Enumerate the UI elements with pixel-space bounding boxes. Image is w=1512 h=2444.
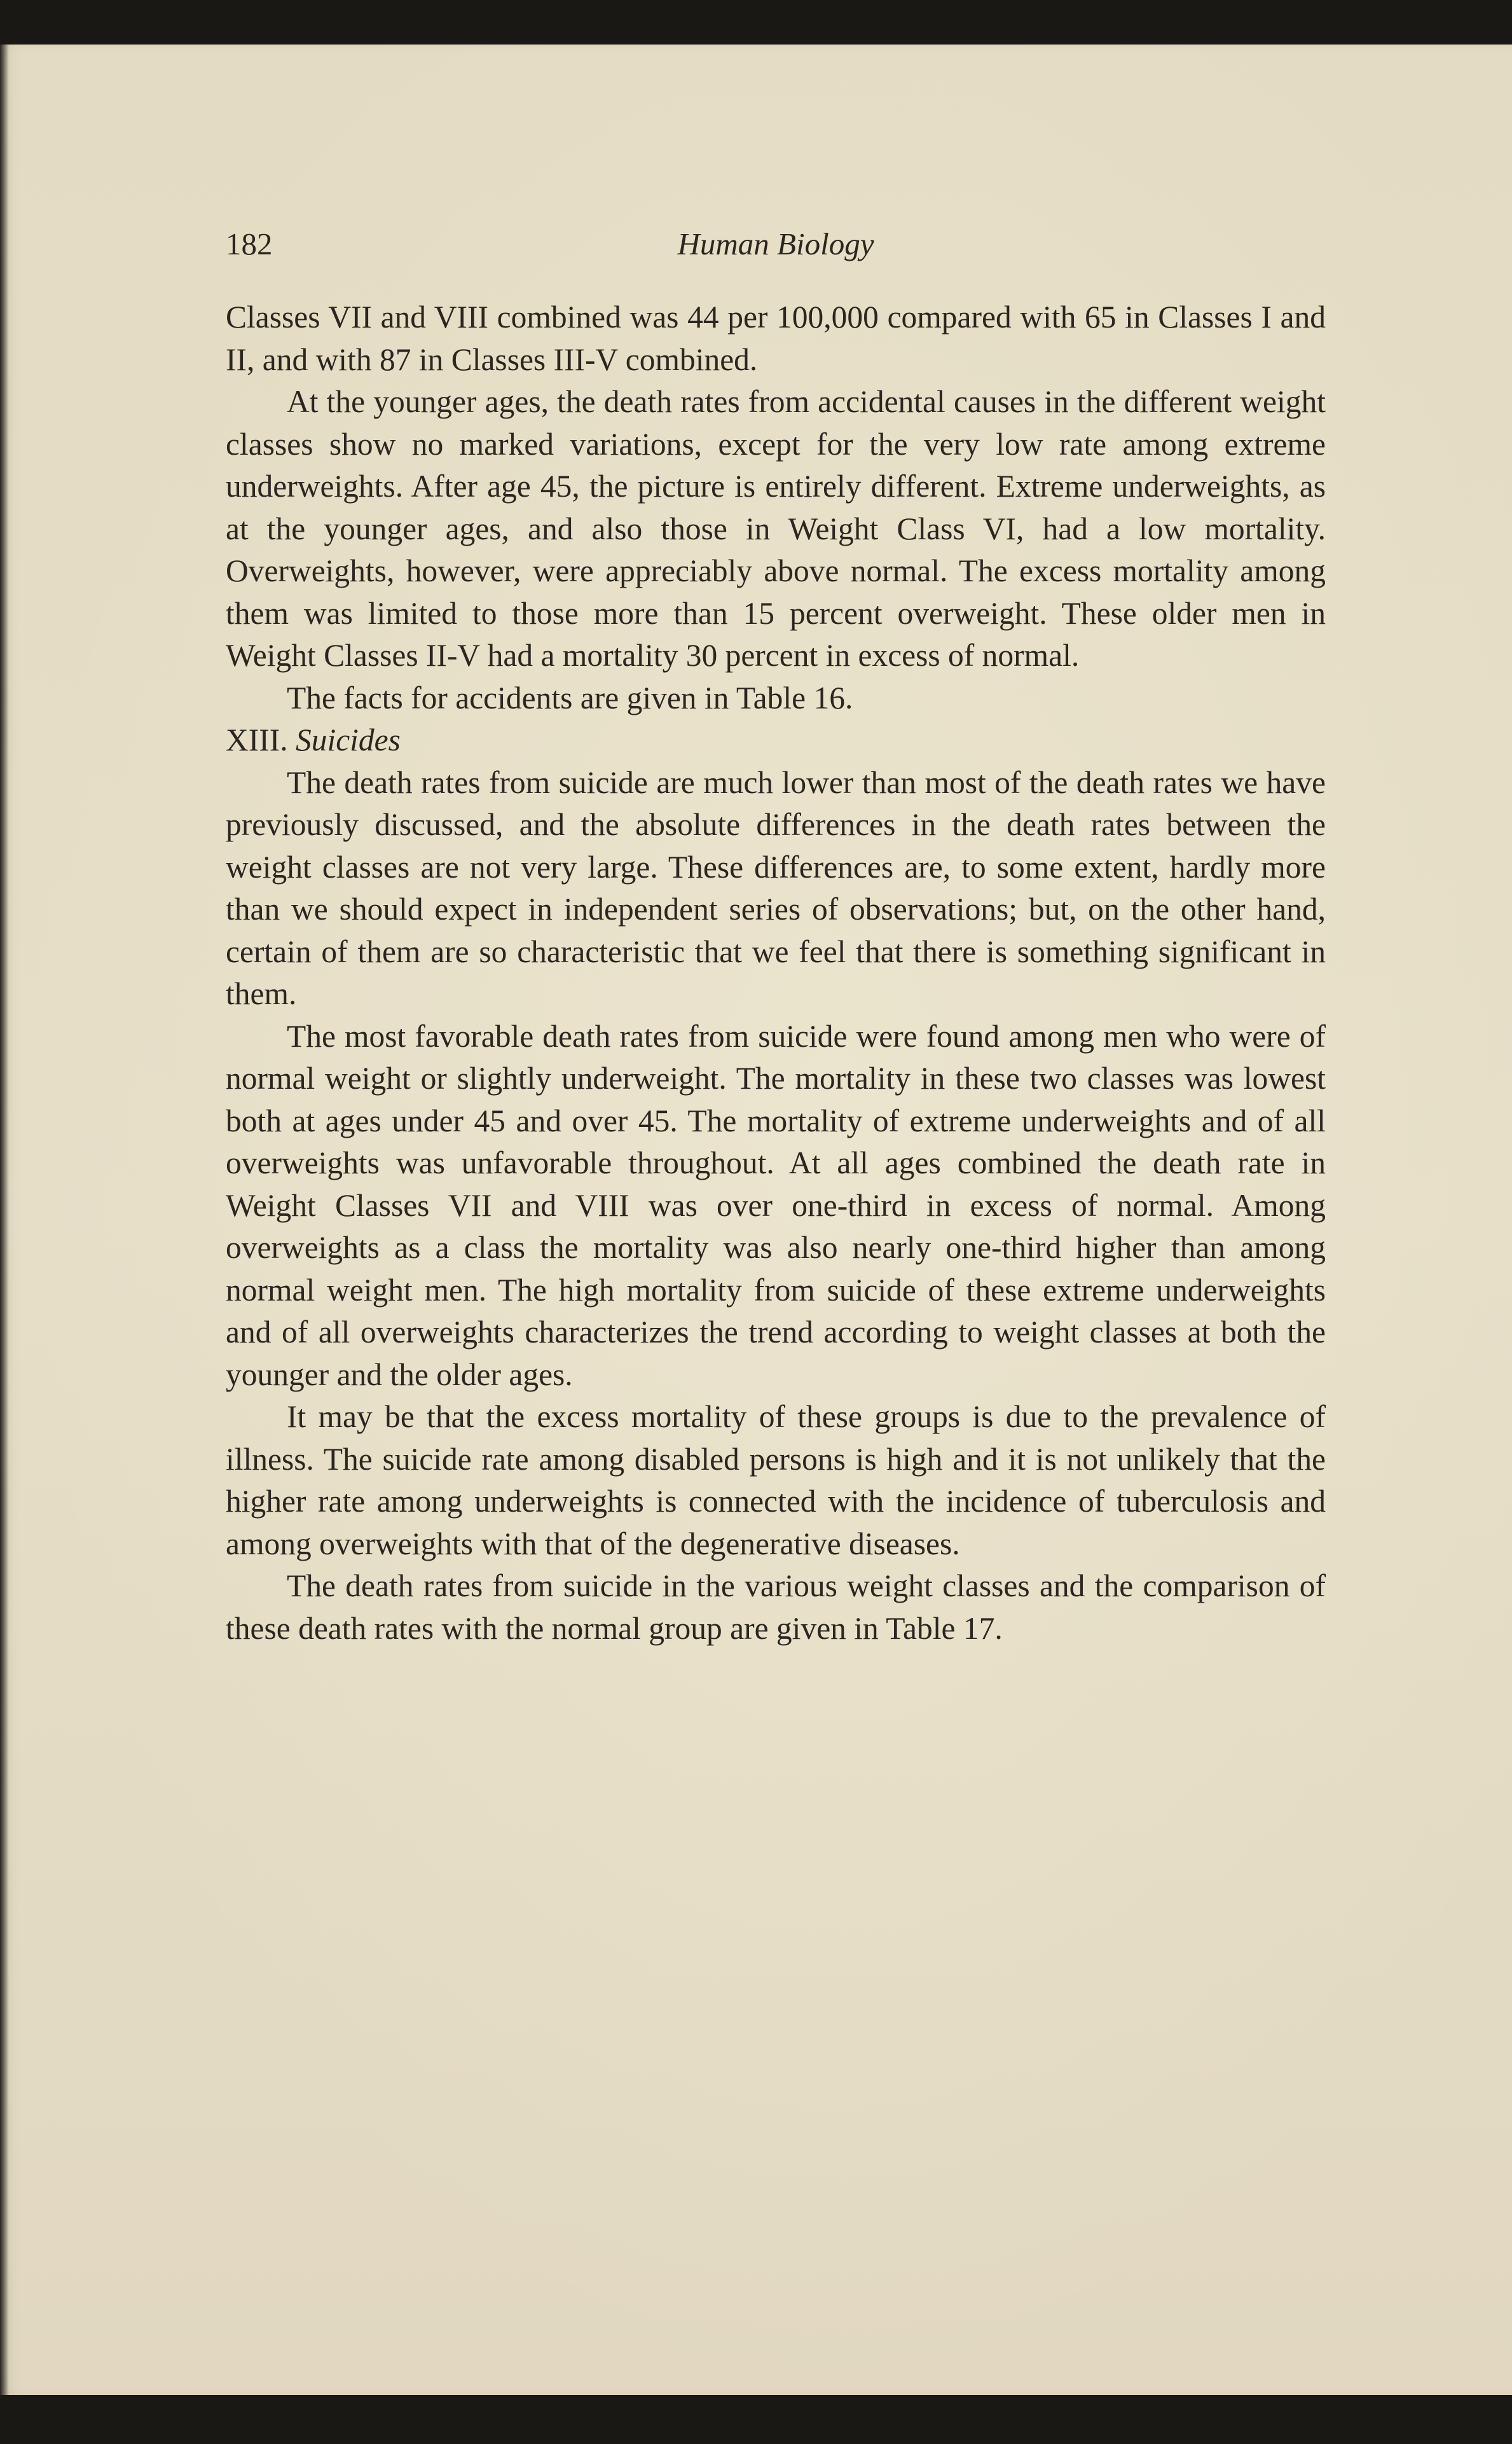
paragraph-suicide-table-ref: The death rates from suicide in the various weight classes and the comparison of these death rates with the normal group are given in Table 17.: [226, 1568, 1326, 1646]
paragraph-accidents-table-ref: The facts for accidents are given in Table 16.: [287, 680, 853, 715]
paragraph-accidents-ages: At the younger ages, the death rates from accidental causes in the different weight classes show no marked variations, except for the very low rate among extreme underweights. After age 45, the picture is entirely different. Extreme underweights, as at the younger ages, and also those in Weight Class VI, had a low mortality. Overweights, however, were appreciably above normal. The excess mortality among them was limited to those more than 15 percent overweight. These older men in Weight Classes II-V had a mortality 30 percent in excess of normal.: [226, 384, 1326, 673]
paragraph-suicide-rates: The death rates from suicide are much lower than most of the death rates we have previously discussed, and the absolute differences in the death rates between the weight classes are not very large. These differences are, to some extent, hardly more than we should expect in independent series of observations; but, on the other hand, certain of them are so characteristic that we feel that there is something significant in them.: [226, 764, 1326, 1011]
section-title: Suicides: [295, 722, 401, 757]
paragraph-suicide-favorable: The most favorable death rates from suicide were found among men who were of normal weight or slightly underweight. The mortality in these two classes was lowest both at ages under 45 and over 45. The mortality of extreme underweights and of all overweights was unfavorable throughout. At all ages combined the death rate in Weight Classes VII and VIII was over one-third in excess of normal. Among overweights as a class the mortality was also nearly one-third higher than among normal weight men. The high mortality from suicide of these extreme underweights and of all overweights characterizes the trend according to weight classes at both the younger and the older ages.: [226, 1018, 1326, 1392]
running-head: [226, 226, 1326, 270]
body-text: [226, 296, 1326, 1650]
paragraph-continued: Classes VII and VIII combined was 44 per 100,000 compared with 65 in Classes I and II, and with 87 in Classes III-V combined.: [226, 300, 1326, 377]
journal-title: Human Biology: [677, 226, 874, 261]
page-gutter-shadow: [0, 45, 9, 2395]
section-number: XIII.: [226, 722, 288, 757]
section-heading-suicides: [226, 719, 1326, 762]
paragraph-suicide-illness: It may be that the excess mortality of these groups is due to the prevalence of illness. The suicide rate among disabled persons is high and it is not unlikely that the higher rate among underweights is connected with the incidence of tuberculosis and among overweights with that of the degenerative diseases.: [226, 1399, 1326, 1561]
page-number: 182: [226, 226, 273, 261]
